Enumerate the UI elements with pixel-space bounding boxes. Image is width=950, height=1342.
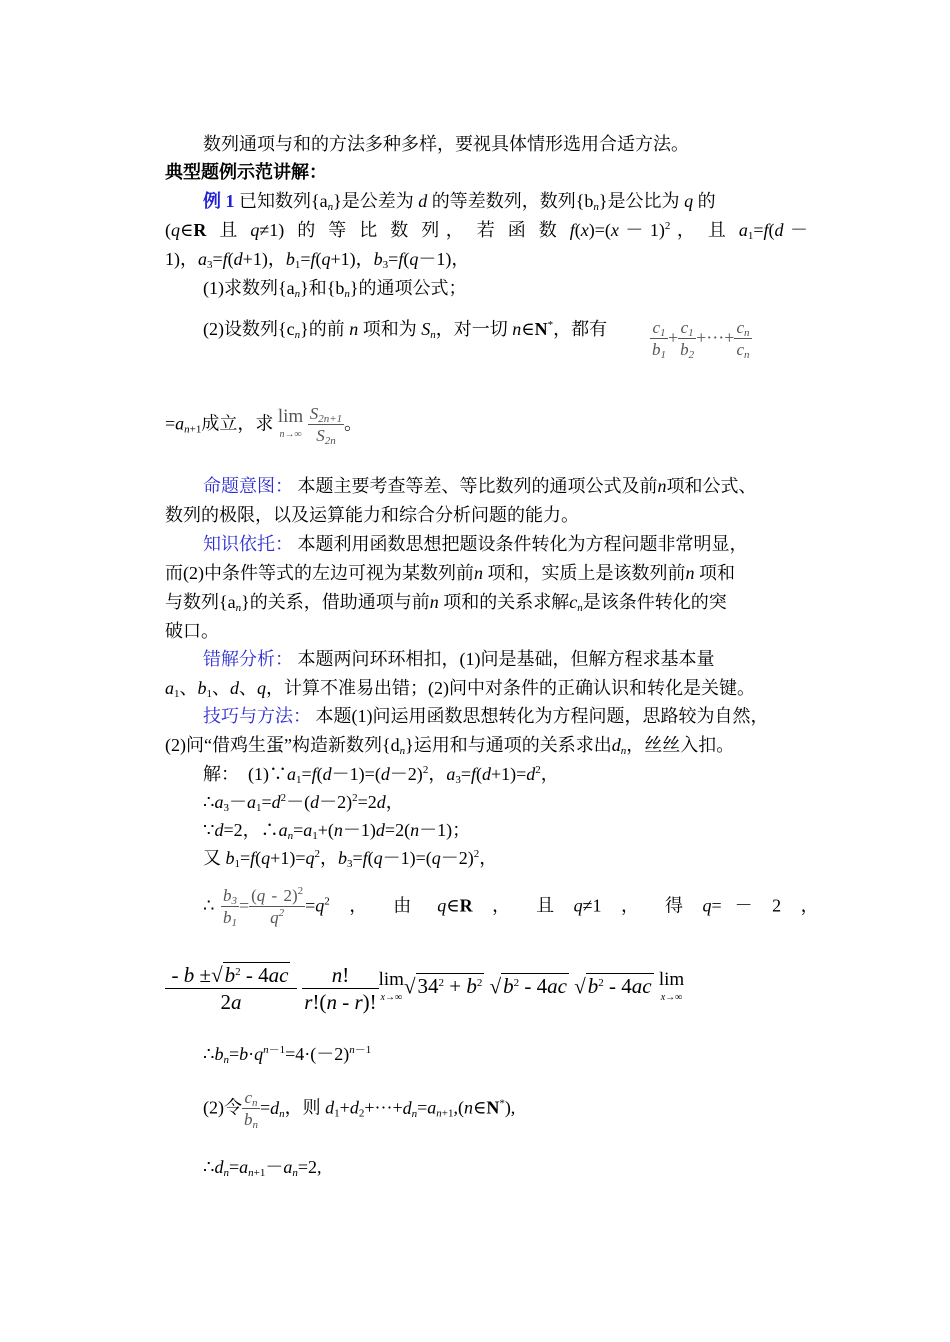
technique-line-2: (2)问“借鸡生蛋”构造新数列$\{d_n\}$运用和与通项的关系求出$d_n$，丝丝入扣。 xyxy=(165,735,735,757)
solution-line-3: ∵d=2，$\therefore a_n=a_1+(n-1)d=2(n-1)$； xyxy=(203,820,471,842)
quadratic-formula: $\frac{- b \pm√b^2 - 4ac}{2a}$ xyxy=(165,962,297,1015)
technique-label: 技巧与方法： xyxy=(203,706,311,726)
knowledge-label: 知识依托： xyxy=(203,534,293,554)
intent-line-1: 命题意图： 本题主要考查等差、等比数列的通项公式及前n项和公式、 xyxy=(203,476,757,496)
mistake-label: 错解分析： xyxy=(203,649,293,669)
solution-line-4: 又 $b_1=f(q+1)=q^2$，$b_3=f(q-1)=(q-2)^2$， xyxy=(203,848,498,870)
intent-label: 命题意图： xyxy=(203,476,293,496)
mistake-line-1: 错解分析： 本题两问环环相扣，(1)问是基础，但解方程求基本量 xyxy=(203,649,715,669)
combination-formula: $\frac{n!}{r!(n - r)!}$ xyxy=(304,963,377,1014)
intent-line-2: 数列的极限，以及运算能力和综合分析问题的能力。 xyxy=(165,505,579,525)
solution-line-6: $\therefore b_n=b\cdot q^{n-1}=4\cdot(-2)^{n-1}$ xyxy=(203,1044,372,1066)
solution-line-2: $\therefore a_3-a_1=d^2-(d-2)^2=2d$， xyxy=(203,792,404,814)
knowledge-line-3: 与数列$\{a_n\}$的关系，借助通项与前n 项和的关系求解$c_n$是该条件转化的突 xyxy=(165,592,727,614)
mistake-line-2: $a_1$、$b_1$、d、q，计算不准易出错；(2)问中对条件的正确认识和转化是关键。 xyxy=(165,678,755,700)
solution-line-5: ∴ $\frac{b_3}{b_1}$ = $\frac{(q - 2)^2}{q^2}$ $=q^2$ ， 由 q∈R ， 且 q≠1 ， 得 q= － 2 ， xyxy=(203,885,819,929)
solution-line-7: (2)令 $\frac{c_n}{b_n}$ $=d_n$，则 $d_1+d_2+\cdot\cdot\cdot+d_n=a_{n+1},(n\in N^*)$, xyxy=(203,1088,516,1131)
example-line-2: (q∈R 且 q≠1) 的 等 比 数 列 ， 若 函 数 $f(x)=(x - 1)^2$ ， 且 $a_1=f(d$ － xyxy=(165,220,809,242)
knowledge-line-1: 知识依托： 本题利用函数思想把题设条件转化为方程问题非常明显， xyxy=(203,534,748,554)
limit-symbol: lim n→∞ xyxy=(277,405,304,440)
solution-line-1: 解： $(1)\because a_1=f(d-1)=(d-2)^2$，$a_3=f(d+1)=d^2$， xyxy=(203,764,559,786)
example-part-1: (1)求数列$\{a_n\}$和$\{b_n\}$的通项公式； xyxy=(203,278,467,300)
section-heading: 典型题例示范讲解： xyxy=(165,162,327,182)
paragraph-intro: 数列通项与和的方法多种多样，要视具体情形选用合适方法。 xyxy=(203,134,689,154)
example-part-2: (2)设数列$\{c_n\}$的前 n 项和为 $S_n$，对一切 n∈N*，都有 xyxy=(203,319,608,341)
technique-line-1: 技巧与方法： 本题(1)问运用函数思想转化为方程问题，思路较为自然， xyxy=(203,706,769,726)
knowledge-line-4: 破口。 xyxy=(165,621,219,641)
example-line-3: 1)，$a_3=f(d+1)$，$b_1=f(q+1)$，$b_3=f(q-1)$， xyxy=(165,249,470,271)
example-line-1: 例 1 已知数列$\{a_n\}$是公差为 d 的等差数列，数列$\{b_n\}$是公比为 q 的 xyxy=(203,191,716,213)
sum-fraction-expression: $\frac{c_1}{b_1}$ + $\frac{c_1}{b_2}$ +···+ $\frac{c_n}{c_n}$ xyxy=(652,318,750,361)
formula-row: $\frac{- b \pm√b^2 - 4ac}{2a}$ $\frac{n!}{r!(n - r)!}$ lim x→∞ $√34^2 + b^2$ $√b^2 - 4ac$ $√b^2 - 4ac$ lim x→∞ xyxy=(165,962,684,1015)
example-label: 例 1 xyxy=(203,191,235,211)
solution-line-8: $\therefore d_n=a_{n+1}-a_n=2$, xyxy=(203,1157,322,1179)
example-part-2-tail: $=a_{n+1}$成立，求 lim n→∞ $\frac{S_{2n+1}}{S_{2n}}$ 。 xyxy=(165,404,363,447)
knowledge-line-2: 而(2)中条件等式的左边可视为某数列前n 项和，实质上是该数列前n 项和 xyxy=(165,563,735,583)
